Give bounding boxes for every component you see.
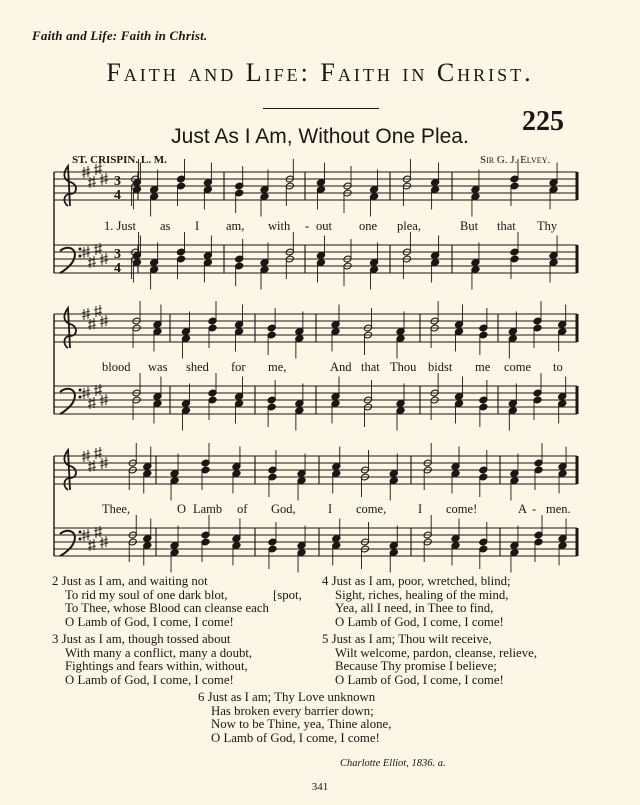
verse-line: With many a conflict, many a doubt, [65, 645, 253, 660]
verse-line: O Lamb of God, I come, I come! [65, 615, 234, 630]
lyric-syllable: Thy [537, 219, 558, 233]
lyric-syllable: But [460, 219, 479, 233]
sharp-icon [94, 305, 102, 317]
lyric-syllable: come! [446, 502, 478, 516]
lyric-syllable: shed [186, 360, 209, 374]
verse-5 [322, 633, 537, 688]
lyric-syllable: Thee, [102, 502, 131, 516]
lyric-syllable: as [160, 219, 171, 233]
verse-4 [322, 575, 511, 630]
lyric-syllable: of [237, 502, 248, 516]
lyric-syllable: I [418, 502, 423, 516]
page-number: 341 [311, 781, 329, 793]
time-signature-bottom: 4 [114, 188, 121, 203]
bass-clef-dot [79, 255, 82, 258]
verse-line: O Lamb of God, I come, I come! [211, 731, 380, 746]
verse-3 [52, 633, 252, 688]
bass-clef-dot [79, 531, 82, 534]
lyric-syllable: God, [271, 502, 296, 516]
sharp-icon [94, 447, 102, 459]
verse-line: Wilt welcome, pardon, cleanse, relieve, [335, 645, 538, 660]
lyric-syllable: - [305, 219, 310, 233]
lyric-syllable: 1. Just [104, 219, 136, 233]
lyric-syllable: come [504, 360, 532, 374]
lyric-syllable: with [268, 219, 291, 233]
lyric-syllable: A [518, 502, 528, 516]
lyric-syllable: - [532, 502, 537, 516]
verse-line: O Lamb of God, I come, I come! [335, 615, 504, 630]
lyric-syllable: Lamb [193, 502, 223, 516]
lyric-syllable: men. [546, 502, 571, 516]
time-signature-bottom: 4 [114, 261, 121, 276]
verse-line: 3 Just as I am, though tossed about [52, 632, 231, 646]
verse-line: To Thee, whose Blood can cleanse each [65, 601, 269, 616]
lyric-syllable: to [553, 360, 563, 374]
verse-line: 5 Just as I am; Thou wilt receive, [322, 632, 492, 646]
time-signature-top: 3 [114, 174, 121, 189]
verse-line: 4 Just as I am, poor, wretched, blind; [322, 574, 511, 588]
section-title: Faith and Life: Faith in Christ. [106, 58, 534, 87]
attribution: Charlotte Elliot, 1836. a. [340, 758, 446, 769]
lyric-syllable: out [316, 219, 332, 233]
bass-clef-icon [60, 531, 75, 556]
verse-line: 2 Just as I am, and waiting not [52, 574, 208, 588]
lyric-syllable: bidst [428, 360, 453, 374]
lyric-syllable: plea, [397, 219, 421, 233]
lyric-syllable: I [195, 219, 200, 233]
lyric-syllable: come, [356, 502, 387, 516]
verse-line: Has broken every barrier down; [211, 703, 374, 718]
verse-2-turnover: [spot, [273, 588, 302, 602]
lyric-syllable: blood [102, 360, 131, 374]
verse-line: Because Thy promise I believe; [335, 659, 497, 674]
lyric-syllable: that [497, 219, 516, 233]
lyric-syllable: And [330, 360, 352, 374]
lyric-syllable: I [328, 502, 333, 516]
lyric-syllable: was [148, 360, 168, 374]
time-signature-top: 3 [114, 247, 121, 262]
tune-name: ST. CRISPIN. L. M. [72, 154, 167, 166]
composer: Sir G. J. Elvey. [480, 154, 551, 166]
lyric-syllable: for [231, 360, 246, 374]
lyric-syllable: me, [268, 360, 287, 374]
lyric-syllable: that [361, 360, 380, 374]
verse-line: To rid my soul of one dark blot, [65, 587, 228, 602]
verse-line: Now to be Thine, yea, Thine alone, [211, 717, 392, 732]
bass-clef-icon [60, 389, 75, 414]
bass-clef-dot [79, 538, 82, 541]
lyric-syllable: O [177, 502, 187, 516]
lyric-syllable: Thou [390, 360, 417, 374]
bass-clef-dot [79, 248, 82, 251]
verse-line: Sight, riches, healing of the mind, [335, 587, 509, 602]
running-head: Faith and Life: Faith in Christ. [32, 28, 208, 43]
hymn-number: 225 [522, 106, 564, 137]
sharp-icon [94, 163, 102, 175]
verse-6 [198, 691, 391, 746]
verse-line: 6 Just as I am; Thy Love unknown [198, 690, 376, 704]
lyric-syllable: me [475, 360, 491, 374]
verse-line: Fightings and fears within, without, [65, 659, 248, 674]
lyric-syllable: am, [226, 219, 245, 233]
bass-clef-icon [60, 248, 75, 273]
bass-clef-dot [79, 389, 82, 392]
bass-clef-dot [79, 396, 82, 399]
verse-line: Yea, all I need, in Thee to find, [335, 601, 494, 616]
verse-line: O Lamb of God, I come, I come! [65, 673, 234, 688]
verse-line: O Lamb of God, I come, I come! [335, 673, 504, 688]
lyric-syllable: one [359, 219, 378, 233]
hymn-title: Just As I Am, Without One Plea. [171, 125, 469, 148]
verse-2 [52, 575, 269, 630]
